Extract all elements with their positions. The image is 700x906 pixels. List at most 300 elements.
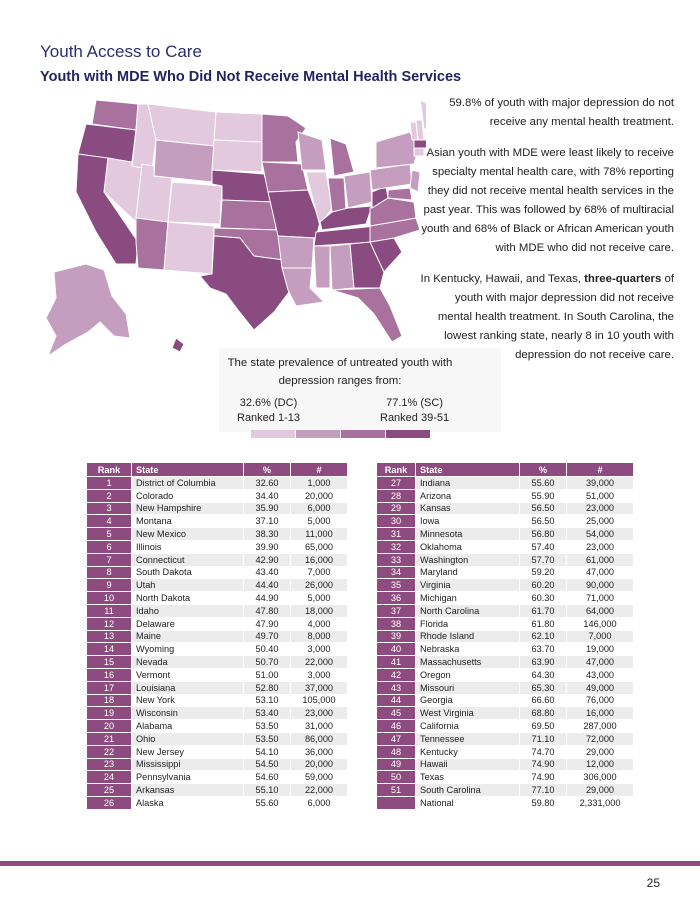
state-mississippi xyxy=(314,246,330,288)
cell-percent: 53.10 xyxy=(244,694,291,707)
state-colorado xyxy=(168,182,222,224)
cell-rank: 30 xyxy=(377,515,416,528)
cell-percent: 55.60 xyxy=(520,477,567,490)
cell-count: 5,000 xyxy=(291,515,348,528)
cell-percent: 74.70 xyxy=(520,745,567,758)
cell-count: 3,000 xyxy=(291,643,348,656)
cell-state: Oregon xyxy=(416,668,520,681)
state-wisconsin xyxy=(298,132,326,170)
cell-count: 51,000 xyxy=(567,489,634,502)
state-montana xyxy=(148,104,216,146)
cell-rank: 47 xyxy=(377,732,416,745)
cell-count: 16,000 xyxy=(567,707,634,720)
cell-percent: 65.30 xyxy=(520,681,567,694)
cell-rank: 50 xyxy=(377,771,416,784)
cell-rank: 44 xyxy=(377,694,416,707)
state-hawaii xyxy=(172,338,184,352)
cell-count: 26,000 xyxy=(291,579,348,592)
cell-state: Illinois xyxy=(132,540,244,553)
cell-percent: 47.90 xyxy=(244,617,291,630)
table-row xyxy=(87,566,348,579)
cell-count: 43,000 xyxy=(567,668,634,681)
cell-rank: 41 xyxy=(377,656,416,669)
cell-percent: 43.40 xyxy=(244,566,291,579)
cell-count: 22,000 xyxy=(291,656,348,669)
cell-percent: 64.30 xyxy=(520,668,567,681)
cell-state: Texas xyxy=(416,771,520,784)
cell-rank: 38 xyxy=(377,617,416,630)
table-row xyxy=(377,681,634,694)
cell-state: Alabama xyxy=(132,720,244,733)
table-row xyxy=(377,528,634,541)
cell-state: Rhode Island xyxy=(416,630,520,643)
cell-state: Vermont xyxy=(132,668,244,681)
cell-count: 5,000 xyxy=(291,592,348,605)
cell-count: 105,000 xyxy=(291,694,348,707)
cell-rank: 22 xyxy=(87,745,132,758)
cell-state: Indiana xyxy=(416,477,520,490)
cell-rank: 16 xyxy=(87,668,132,681)
state-south-dakota xyxy=(212,140,262,172)
cell-rank: 6 xyxy=(87,540,132,553)
cell-state: Missouri xyxy=(416,681,520,694)
cell-percent: 59.80 xyxy=(520,796,567,809)
map-legend xyxy=(219,348,501,432)
cell-state: Nevada xyxy=(132,656,244,669)
cell-count: 146,000 xyxy=(567,617,634,630)
cell-state: Georgia xyxy=(416,694,520,707)
column-header-percent: % xyxy=(520,463,567,477)
table-row xyxy=(87,592,348,605)
cell-percent: 54.50 xyxy=(244,758,291,771)
cell-rank: 49 xyxy=(377,758,416,771)
cell-state: North Dakota xyxy=(132,592,244,605)
cell-rank: 17 xyxy=(87,681,132,694)
cell-rank: 12 xyxy=(87,617,132,630)
table-row xyxy=(87,771,348,784)
cell-percent: 63.90 xyxy=(520,656,567,669)
cell-rank: 31 xyxy=(377,528,416,541)
table-row xyxy=(377,707,634,720)
cell-rank: 48 xyxy=(377,745,416,758)
cell-percent: 38.30 xyxy=(244,528,291,541)
cell-state: Colorado xyxy=(132,489,244,502)
cell-percent: 53.40 xyxy=(244,707,291,720)
cell-count: 7,000 xyxy=(291,566,348,579)
cell-percent: 56.50 xyxy=(520,502,567,515)
cell-rank: 34 xyxy=(377,566,416,579)
cell-percent: 55.10 xyxy=(244,784,291,797)
cell-count: 8,000 xyxy=(291,630,348,643)
table-row xyxy=(87,656,348,669)
narrative-text xyxy=(420,94,674,377)
cell-state: Iowa xyxy=(416,515,520,528)
cell-count: 11,000 xyxy=(291,528,348,541)
state-maryland xyxy=(388,188,412,200)
cell-state: Virginia xyxy=(416,579,520,592)
cell-state: South Dakota xyxy=(132,566,244,579)
cell-percent: 34.40 xyxy=(244,489,291,502)
state-arkansas xyxy=(278,236,314,268)
table-row xyxy=(377,784,634,797)
cell-rank: 18 xyxy=(87,694,132,707)
cell-state: South Carolina xyxy=(416,784,520,797)
cell-rank: 32 xyxy=(377,540,416,553)
cell-state: Delaware xyxy=(132,617,244,630)
cell-percent: 62.10 xyxy=(520,630,567,643)
cell-count: 65,000 xyxy=(291,540,348,553)
cell-count: 31,000 xyxy=(291,720,348,733)
cell-state: Mississippi xyxy=(132,758,244,771)
cell-percent: 56.50 xyxy=(520,515,567,528)
cell-percent: 50.40 xyxy=(244,643,291,656)
cell-state: Arizona xyxy=(416,489,520,502)
cell-percent: 74.90 xyxy=(520,758,567,771)
cell-rank: 9 xyxy=(87,579,132,592)
state-michigan xyxy=(330,138,354,176)
cell-rank: 27 xyxy=(377,477,416,490)
cell-rank: 36 xyxy=(377,592,416,605)
table-row xyxy=(87,668,348,681)
cell-state: New York xyxy=(132,694,244,707)
table-row xyxy=(377,796,634,809)
table-row xyxy=(87,732,348,745)
cell-percent: 59.20 xyxy=(520,566,567,579)
cell-percent: 55.60 xyxy=(244,796,291,809)
state-new-jersey xyxy=(410,170,420,192)
state-arizona xyxy=(136,218,168,270)
cell-rank: 23 xyxy=(87,758,132,771)
cell-percent: 39.90 xyxy=(244,540,291,553)
cell-count: 306,000 xyxy=(567,771,634,784)
cell-percent: 44.40 xyxy=(244,579,291,592)
narrative-paragraph: In Kentucky, Hawaii, and Texas, three-quarters of youth with major depression did not receive mental health treatment. In South Carolina, the lowest ranking state, nearly 8 in 10 youth with depression do not receive care. xyxy=(420,273,674,361)
cell-rank: 43 xyxy=(377,681,416,694)
cell-rank: 11 xyxy=(87,604,132,617)
cell-rank: 4 xyxy=(87,515,132,528)
cell-count: 29,000 xyxy=(567,784,634,797)
cell-count: 22,000 xyxy=(291,784,348,797)
cell-percent: 60.30 xyxy=(520,592,567,605)
us-choropleth-map xyxy=(26,92,426,372)
cell-percent: 68.80 xyxy=(520,707,567,720)
cell-rank: 37 xyxy=(377,604,416,617)
cell-percent: 61.80 xyxy=(520,617,567,630)
cell-count: 4,000 xyxy=(291,617,348,630)
cell-percent: 57.70 xyxy=(520,553,567,566)
cell-count: 20,000 xyxy=(291,489,348,502)
cell-count: 76,000 xyxy=(567,694,634,707)
cell-rank: 51 xyxy=(377,784,416,797)
cell-state: Pennsylvania xyxy=(132,771,244,784)
column-header-rank: Rank xyxy=(87,463,132,477)
table-row xyxy=(377,732,634,745)
cell-count: 29,000 xyxy=(567,745,634,758)
cell-rank: 46 xyxy=(377,720,416,733)
cell-rank: 24 xyxy=(87,771,132,784)
cell-rank: 1 xyxy=(87,477,132,490)
cell-state: Maryland xyxy=(416,566,520,579)
table-row xyxy=(87,489,348,502)
column-header-count: # xyxy=(567,463,634,477)
cell-count: 18,000 xyxy=(291,604,348,617)
cell-rank: 33 xyxy=(377,553,416,566)
table-row xyxy=(87,643,348,656)
cell-rank: 7 xyxy=(87,553,132,566)
table-row xyxy=(377,566,634,579)
state-florida xyxy=(332,288,402,342)
cell-rank xyxy=(377,796,416,809)
state-kansas xyxy=(220,200,276,230)
legend-high xyxy=(380,396,449,426)
ranking-table-right xyxy=(376,462,634,810)
table-row xyxy=(87,477,348,490)
table-row xyxy=(377,553,634,566)
footer-rule xyxy=(0,861,700,866)
cell-percent: 61.70 xyxy=(520,604,567,617)
cell-state: Nebraska xyxy=(416,643,520,656)
cell-rank: 45 xyxy=(377,707,416,720)
cell-percent: 55.90 xyxy=(520,489,567,502)
cell-count: 12,000 xyxy=(567,758,634,771)
cell-state: Arkansas xyxy=(132,784,244,797)
cell-percent: 74.90 xyxy=(520,771,567,784)
table-row xyxy=(377,489,634,502)
table-row xyxy=(377,668,634,681)
cell-count: 36,000 xyxy=(291,745,348,758)
legend-color-scale xyxy=(251,430,431,438)
cell-state: Washington xyxy=(416,553,520,566)
state-ohio xyxy=(344,172,372,208)
cell-percent: 44.90 xyxy=(244,592,291,605)
cell-state: West Virginia xyxy=(416,707,520,720)
cell-state: Ohio xyxy=(132,732,244,745)
cell-percent: 53.50 xyxy=(244,720,291,733)
table-row xyxy=(377,656,634,669)
table-row xyxy=(377,477,634,490)
legend-title: The state prevalence of untreated youth with depression ranges from: xyxy=(227,357,453,387)
cell-count: 71,000 xyxy=(567,592,634,605)
cell-count: 47,000 xyxy=(567,566,634,579)
table-row xyxy=(87,758,348,771)
cell-rank: 39 xyxy=(377,630,416,643)
state-new-mexico xyxy=(164,222,214,274)
cell-state: Massachusetts xyxy=(416,656,520,669)
legend-swatch xyxy=(386,430,430,438)
ranking-table-left xyxy=(86,462,348,810)
cell-percent: 54.60 xyxy=(244,771,291,784)
cell-count: 1,000 xyxy=(291,477,348,490)
cell-rank: 2 xyxy=(87,489,132,502)
cell-state: Michigan xyxy=(416,592,520,605)
cell-state: Oklahoma xyxy=(416,540,520,553)
cell-count: 54,000 xyxy=(567,528,634,541)
table-row xyxy=(87,630,348,643)
table-row xyxy=(87,579,348,592)
cell-state: National xyxy=(416,796,520,809)
cell-state: North Carolina xyxy=(416,604,520,617)
cell-state: Montana xyxy=(132,515,244,528)
legend-low-value: 32.6% (DC) xyxy=(239,397,298,409)
legend-low xyxy=(237,396,300,426)
table-row xyxy=(87,528,348,541)
cell-rank: 19 xyxy=(87,707,132,720)
cell-rank: 5 xyxy=(87,528,132,541)
table-row xyxy=(87,515,348,528)
cell-count: 23,000 xyxy=(567,540,634,553)
cell-count: 20,000 xyxy=(291,758,348,771)
legend-high-rank: Ranked 39-51 xyxy=(380,412,450,424)
cell-count: 61,000 xyxy=(567,553,634,566)
cell-percent: 47.80 xyxy=(244,604,291,617)
cell-rank: 25 xyxy=(87,784,132,797)
cell-rank: 35 xyxy=(377,579,416,592)
table-row xyxy=(377,540,634,553)
page-number: 25 xyxy=(646,876,660,890)
cell-state: California xyxy=(416,720,520,733)
cell-count: 23,000 xyxy=(291,707,348,720)
cell-percent: 57.40 xyxy=(520,540,567,553)
cell-percent: 66.60 xyxy=(520,694,567,707)
column-header-state: State xyxy=(132,463,244,477)
cell-rank: 40 xyxy=(377,643,416,656)
cell-count: 72,000 xyxy=(567,732,634,745)
cell-rank: 20 xyxy=(87,720,132,733)
cell-count: 49,000 xyxy=(567,681,634,694)
table-row xyxy=(377,694,634,707)
cell-rank: 3 xyxy=(87,502,132,515)
narrative-paragraph: 59.8% of youth with major depression do not receive any mental health treatment. xyxy=(449,97,674,128)
cell-rank: 21 xyxy=(87,732,132,745)
cell-percent: 77.10 xyxy=(520,784,567,797)
cell-state: Alaska xyxy=(132,796,244,809)
cell-count: 39,000 xyxy=(567,477,634,490)
table-row xyxy=(377,758,634,771)
cell-state: New Mexico xyxy=(132,528,244,541)
table-row xyxy=(377,617,634,630)
cell-percent: 32.60 xyxy=(244,477,291,490)
cell-percent: 37.10 xyxy=(244,515,291,528)
cell-state: Utah xyxy=(132,579,244,592)
cell-state: Hawaii xyxy=(416,758,520,771)
cell-count: 23,000 xyxy=(567,502,634,515)
cell-state: Minnesota xyxy=(416,528,520,541)
table-row xyxy=(377,515,634,528)
column-header-state: State xyxy=(416,463,520,477)
legend-swatch xyxy=(296,430,340,438)
table-row xyxy=(87,694,348,707)
cell-rank: 10 xyxy=(87,592,132,605)
cell-percent: 63.70 xyxy=(520,643,567,656)
cell-percent: 50.70 xyxy=(244,656,291,669)
cell-state: District of Columbia xyxy=(132,477,244,490)
cell-state: Connecticut xyxy=(132,553,244,566)
table-row xyxy=(87,617,348,630)
table-row xyxy=(377,643,634,656)
page-title: Youth with MDE Who Did Not Receive Mental Health Services xyxy=(40,69,462,85)
cell-count: 287,000 xyxy=(567,720,634,733)
cell-percent: 71.10 xyxy=(520,732,567,745)
section-title: Youth Access to Care xyxy=(40,42,202,61)
cell-percent: 52.80 xyxy=(244,681,291,694)
legend-swatch xyxy=(251,430,295,438)
narrative-paragraph: Asian youth with MDE were least likely to receive specialty mental health care, with 78% reporting they did not receive mental health services in the past year. This was followed by 68% of multiracial youth and 68% of Black or African American youth with MDE who did not receive care. xyxy=(421,147,674,254)
table-row xyxy=(87,553,348,566)
state-alaska xyxy=(46,264,130,356)
cell-state: Kansas xyxy=(416,502,520,515)
cell-count: 7,000 xyxy=(567,630,634,643)
cell-state: Wyoming xyxy=(132,643,244,656)
cell-percent: 49.70 xyxy=(244,630,291,643)
cell-count: 19,000 xyxy=(567,643,634,656)
cell-count: 47,000 xyxy=(567,656,634,669)
table-row xyxy=(87,540,348,553)
cell-state: Florida xyxy=(416,617,520,630)
cell-percent: 51.00 xyxy=(244,668,291,681)
cell-state: Maine xyxy=(132,630,244,643)
cell-count: 16,000 xyxy=(291,553,348,566)
table-row xyxy=(87,707,348,720)
cell-rank: 15 xyxy=(87,656,132,669)
state-wyoming xyxy=(154,140,214,182)
table-row xyxy=(87,502,348,515)
cell-percent: 53.50 xyxy=(244,732,291,745)
table-row xyxy=(377,745,634,758)
legend-low-rank: Ranked 1-13 xyxy=(237,412,300,424)
cell-rank: 14 xyxy=(87,643,132,656)
cell-percent: 42.90 xyxy=(244,553,291,566)
cell-state: Kentucky xyxy=(416,745,520,758)
cell-count: 64,000 xyxy=(567,604,634,617)
cell-count: 6,000 xyxy=(291,502,348,515)
cell-percent: 35.90 xyxy=(244,502,291,515)
legend-swatch xyxy=(341,430,385,438)
cell-state: New Jersey xyxy=(132,745,244,758)
cell-rank: 28 xyxy=(377,489,416,502)
state-iowa xyxy=(262,162,308,192)
state-north-dakota xyxy=(214,112,262,142)
table-row xyxy=(377,630,634,643)
cell-state: Louisiana xyxy=(132,681,244,694)
table-row xyxy=(377,771,634,784)
table-row xyxy=(377,502,634,515)
cell-percent: 56.80 xyxy=(520,528,567,541)
cell-count: 25,000 xyxy=(567,515,634,528)
cell-count: 59,000 xyxy=(291,771,348,784)
cell-percent: 69.50 xyxy=(520,720,567,733)
cell-count: 2,331,000 xyxy=(567,796,634,809)
cell-percent: 60.20 xyxy=(520,579,567,592)
table-row xyxy=(87,604,348,617)
table-row xyxy=(87,796,348,809)
cell-state: New Hampshire xyxy=(132,502,244,515)
table-row xyxy=(87,681,348,694)
cell-count: 3,000 xyxy=(291,668,348,681)
column-header-rank: Rank xyxy=(377,463,416,477)
cell-percent: 54.10 xyxy=(244,745,291,758)
table-row xyxy=(87,784,348,797)
cell-rank: 26 xyxy=(87,796,132,809)
cell-count: 90,000 xyxy=(567,579,634,592)
cell-rank: 42 xyxy=(377,668,416,681)
table-row xyxy=(87,745,348,758)
cell-state: Tennessee xyxy=(416,732,520,745)
cell-count: 6,000 xyxy=(291,796,348,809)
column-header-count: # xyxy=(291,463,348,477)
legend-high-value: 77.1% (SC) xyxy=(386,397,443,409)
cell-rank: 29 xyxy=(377,502,416,515)
column-header-percent: % xyxy=(244,463,291,477)
